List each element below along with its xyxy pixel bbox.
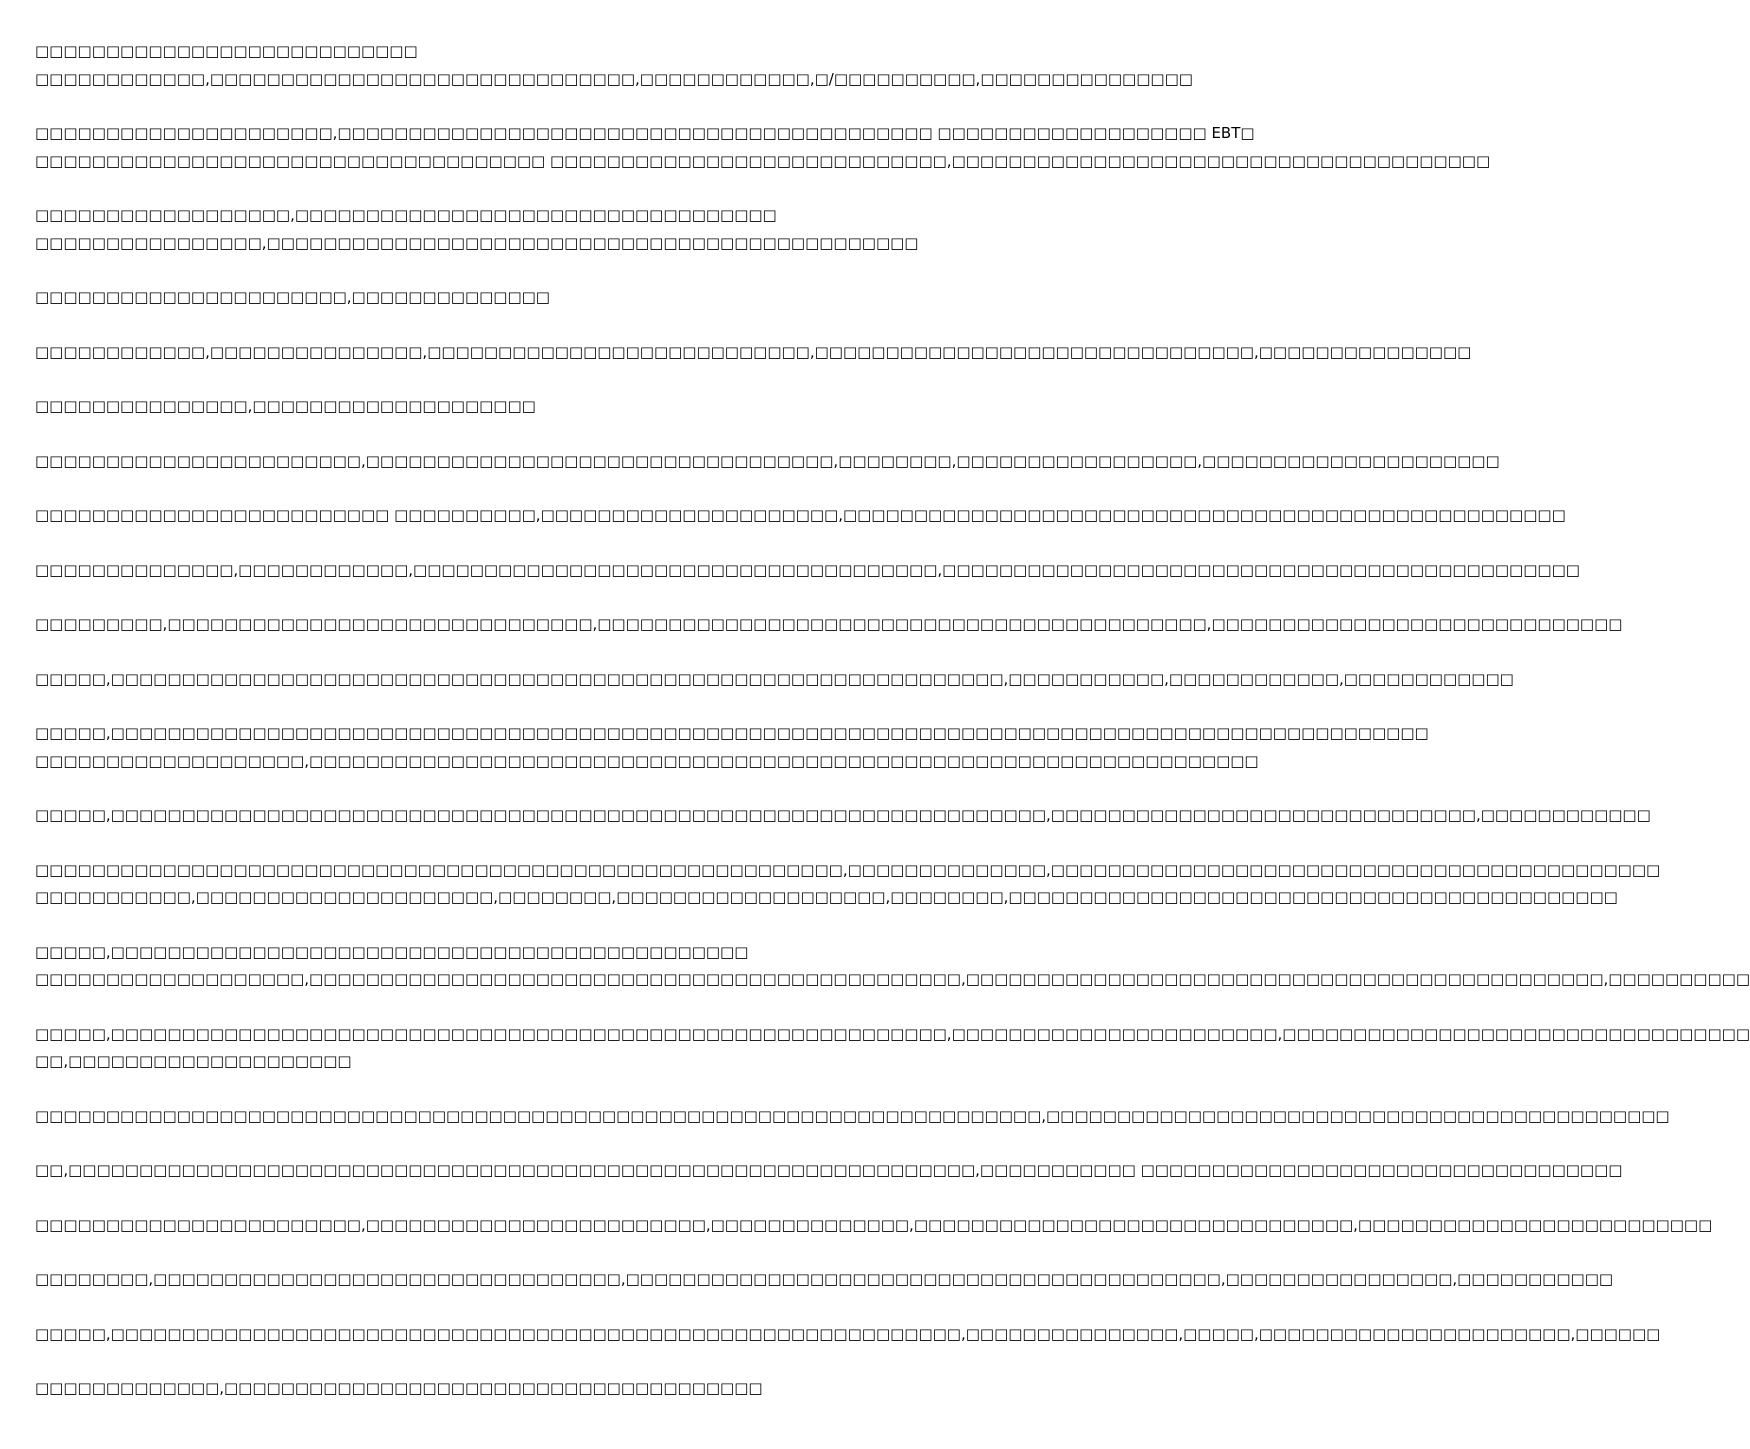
paragraph [35, 720, 1429, 775]
paragraph [35, 1212, 1713, 1240]
text-line: □□□□□□□□□□□□□□□□□□□□□□□□□□□ [35, 42, 418, 60]
text-line: □□□□□,□□□□□□□□□□□□□□□□□□□□□□□□□□□□□□□□□□□□□□□□□□□□□ [35, 942, 749, 961]
text-line: □□□□□□□□□□□□□□□□□□□□□□□,□□□□□□□□□□□□□□□□□□□□□□□□□□□□□□□□□,□□□□□□□□,□□□□□□□□□□□□□□□□□,□□□□□□□□□□□□□□□□□□□□□ [35, 451, 1500, 470]
text-line: □□□□□,□□□□□□□□□□□□□□□□□□□□□□□□□□□□□□□□□□□□□□□□□□□□□□□□□□□□□□□□□□□□□□□,□□□□□□□□□□□,□□□□□□□□□□□□,□□□□□□□□□□□□ [35, 669, 1514, 688]
text-line: □□□□□□□□□□□□□□□□□□□□□□,□□□□□□□□□□□□□□ [35, 288, 550, 306]
paragraph [35, 666, 1514, 694]
text-line: □□,□□□□□□□□□□□□□□□□□□□□□□□□□□□□□□□□□□□□□□□□□□□□□□□□□□□□□□□□□□□□□□□□,□□□□□□□□□□□ □□□□□□□□□□□□□□□□□□□□□□□□□□□□□□□□□□ [35, 1161, 1623, 1179]
text-line: □□□□□□□□□□□,□□□□□□□□□□□□□□□□□□□□□,□□□□□□□□,□□□□□□□□□□□□□□□□□□□,□□□□□□□□,□□□□□□□□□□□□□□□□□□□□□□□□□□□□□□□□□□□□□□□□□□□ [35, 888, 1618, 906]
document-body [35, 38, 1750, 1430]
text-line: □□□□□□□□□,□□□□□□□□□□□□□□□□□□□□□□□□□□□□□□,□□□□□□□□□□□□□□□□□□□□□□□□□□□□□□□□□□□□□□□□□□□,□□□□□□□□□□□□□□□□□□□□□□□□□□□□□ [35, 615, 1623, 633]
paragraph [35, 611, 1623, 639]
paragraph [35, 557, 1580, 585]
text-line: □□□□□□□□□□□□□□□□□□□□□□□□□□□□□□□□□□□□□□□□□□□□□□□□□□□□□□□□□□□□□□□□□□□□□□□,□□□□□□□□□□□□□□□□□□□□□□□□□□□□□□□□□□□□□□□□□□□□ [35, 1106, 1670, 1125]
paragraph [35, 502, 1566, 530]
paragraph [35, 1103, 1670, 1131]
text-line: □□□□□□□□□□□□,□□□□□□□□□□□□□□□,□□□□□□□□□□□□□□□□□□□□□□□□□□□,□□□□□□□□□□□□□□□□□□□□□□□□□□□□□□□,□□□□□□□□□□□□□□□ [35, 342, 1472, 361]
text-line: □□□□□□□□□□□□□□□□□□□,□□□□□□□□□□□□□□□□□□□□□□□□□□□□□□□□□□□□□□□□□□□□□□□□□□□□□□□□□□□□□□□□□□□ [35, 751, 1259, 770]
paragraph [35, 284, 990, 312]
text-line: □□□□□□□□,□□□□□□□□□□□□□□□□□□□□□□□□□□□□□□□□□,□□□□□□□□□□□□□□□□□□□□□□□□□□□□□□□□□□□□□□□□□□,□□□□□□□□□□□□□□□□,□□□□□□□□□□□ [35, 1270, 1614, 1288]
text-line: □□□□□□□□□□□□,□□□□□□□□□□□□□□□□□□□□□□□□□□□□□□,□□□□□□□□□□□□,□/□□□□□□□□□□,□□□□□□□□□□□□□□□ [35, 69, 1193, 88]
text-line: □□□□□□□□□□□□□□□□□□□□□□□□□□□□□□□□□□□□ □□□□□□□□□□□□□□□□□□□□□□□□□□□□,□□□□□□□□□□□□□□□□□□□□□□□□□□□□□□□□□□□□□□ [35, 151, 1491, 170]
text-line: □□□□□□□□□□□□□□□□□□□□□□□□□□□□□□□□□□□□□□□□□□□□□□□□□□□□□□□□□,□□□□□□□□□□□□□□,□□□□□□□□□□□□□□□□□□□□□□□□□□□□□□□□□□□□□□□□□□□ [35, 860, 1661, 879]
text-line: □□□□□,□□□□□□□□□□□□□□□□□□□□□□□□□□□□□□□□□□□□□□□□□□□□□□□□□□□□□□□□□□□□□□□□□□,□□□□□□□□□□□□□□□□□□□□□□□□□□□□□□,□□□□□□□□□□□□ [35, 806, 1651, 824]
paragraph [35, 939, 1750, 994]
paragraph [35, 339, 1472, 367]
text-line: □□□□□,□□□□□□□□□□□□□□□□□□□□□□□□□□□□□□□□□□□□□□□□□□□□□□□□□□□□□□□□□□□□□□□□□□□□□□□□□□□□□□□□□□□□□□□□□□□□□ [35, 724, 1429, 742]
text-line: □□□□□□□□□□□□□□□□,□□□□□□□□□□□□□□□□□□□□□□□□□□□□□□□□□□□□□□□□□□□□□□ [35, 233, 919, 252]
text-line: □□□□□□□□□□□□□,□□□□□□□□□□□□□□□□□□□□□□□□□□□□□□□□□□□□□□ [35, 1379, 763, 1397]
paragraph [35, 38, 1193, 93]
text-line: □□□□□□□□□□□□□□□,□□□□□□□□□□□□□□□□□□□□ [35, 397, 536, 415]
paragraph [35, 120, 1491, 175]
paragraph [35, 1021, 1750, 1076]
text-line: □□□□□□□□□□□□□□□□□□□□□□□□□ □□□□□□□□□□,□□□□□□□□□□□□□□□□□□□□□,□□□□□□□□□□□□□□□□□□□□□□□□□□□□□□□□□□□□□□□□□□□□□□□□□□□ [35, 506, 1566, 524]
text-line: □□□□□□□□□□□□□□□□□□□□□□□,□□□□□□□□□□□□□□□□□□□□□□□□,□□□□□□□□□□□□□□,□□□□□□□□□□□□□□□□□□□□□□□□□□□□□□□,□□□□□□□□□□□□□□□□□□□□□□□□□ [35, 1215, 1713, 1234]
text-line: □□,□□□□□□□□□□□□□□□□□□□□ [35, 1052, 352, 1070]
text-line: □□□□□□□□□□□□□□□□□□,□□□□□□□□□□□□□□□□□□□□□□□□□□□□□□□□□□ [35, 206, 777, 224]
paragraph [35, 1266, 1614, 1294]
paragraph [35, 1375, 990, 1403]
paragraph [35, 1157, 1623, 1185]
paragraph [35, 393, 990, 421]
text-line: □□□□□□□□□□□□□□□□□□□,□□□□□□□□□□□□□□□□□□□□□□□□□□□□□□□□□□□□□□□□□□□□□□,□□□□□□□□□□□□□□□□□□□□□□□□□□□□□□□□□□□□□□□□□□□□□,□□□□□□□□□□ [35, 970, 1750, 988]
paragraph [35, 857, 1661, 912]
paragraph [35, 448, 1500, 476]
text-line: □□□□□,□□□□□□□□□□□□□□□□□□□□□□□□□□□□□□□□□□□□□□□□□□□□□□□□□□□□□□□□□□□,□□□□□□□□□□□□□□□□□□□□□□□,□□□□□□□□□□□□□□□□□□□□□□□□□□□□□□□□□ [35, 1024, 1750, 1043]
paragraph [35, 802, 1651, 830]
text-line: □□□□□,□□□□□□□□□□□□□□□□□□□□□□□□□□□□□□□□□□□□□□□□□□□□□□□□□□□□□□□□□□□□,□□□□□□□□□□□□□□□,□□□□□,□□□□□□□□□□□□□□□□□□□□□□,□□□□□□ [35, 1324, 1661, 1343]
paragraph [35, 1321, 1661, 1349]
text-line: □□□□□□□□□□□□□□□□□□□□□,□□□□□□□□□□□□□□□□□□□□□□□□□□□□□□□□□□□□□□□□□□ □□□□□□□□□□□□□□□□□□□ EBT□ [35, 124, 1255, 142]
paragraph [35, 202, 990, 257]
text-line: □□□□□□□□□□□□□□,□□□□□□□□□□□□,□□□□□□□□□□□□□□□□□□□□□□□□□□□□□□□□□□□□□,□□□□□□□□□□□□□□□□□□□□□□□□□□□□□□□□□□□□□□□□□□□□□ [35, 560, 1580, 579]
